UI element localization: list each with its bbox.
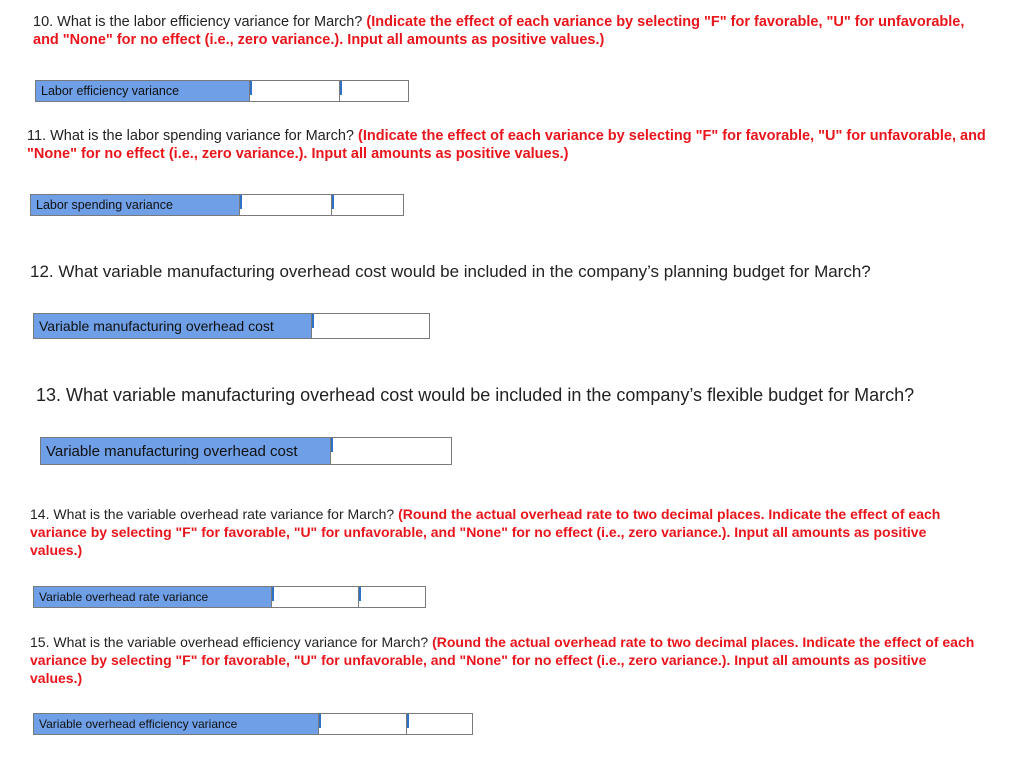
question-15 [30,633,980,687]
answer-row-10 [35,80,409,102]
question-10 [33,13,983,49]
flag-icon [407,714,409,728]
answer-label-13: Variable manufacturing overhead cost [41,438,331,464]
question-14-text: 14. What is the variable overhead rate variance for March? [30,506,395,522]
amount-cell-14[interactable] [272,587,359,607]
answer-row-14 [33,586,426,608]
question-12-text: 12. What variable manufacturing overhead cost would be included in the company’s planning budget for March? [30,262,871,281]
answer-label-10: Labor efficiency variance [36,81,250,101]
answer-row-15 [33,713,473,735]
amount-input-14[interactable] [272,587,357,607]
question-13-text: 13. What variable manufacturing overhead cost would be included in the company’s flexible budget for March? [36,385,915,405]
flag-icon [332,195,334,209]
question-11-instruction: (Indicate the effect of each variance by selecting "F" for favorable, "U" for unfavorable, and "None" for no effect (i.e., zero variance.). Input all amounts as positive values.) [27,128,986,162]
amount-cell-11[interactable] [240,195,332,215]
flag-icon [359,587,361,601]
answer-label-14: Variable overhead rate variance [34,587,272,607]
answer-row-12 [33,313,430,339]
question-11 [27,127,987,163]
question-13 [36,384,1016,406]
effect-select-10[interactable] [340,81,408,101]
answer-label-15: Variable overhead efficiency variance [34,714,319,734]
question-12 [30,262,1000,282]
effect-select-11[interactable] [332,195,403,215]
amount-cell-13[interactable] [331,438,451,464]
amount-cell-12[interactable] [312,314,429,338]
amount-input-13[interactable] [331,438,449,464]
amount-cell-15[interactable] [319,714,407,734]
question-10-instruction: (Indicate the effect of each variance by selecting "F" for favorable, "U" for unfavorable, and "None" for no effect (i.e., zero variance.). Input all amounts as positive values.) [33,14,965,48]
answer-row-13 [40,437,452,465]
question-11-text: 11. What is the labor spending variance for March? [27,128,354,144]
effect-select-14[interactable] [359,587,425,607]
answer-label-11: Labor spending variance [31,195,240,215]
answer-label-12: Variable manufacturing overhead cost [34,314,312,338]
effect-select-15[interactable] [407,714,472,734]
amount-input-15[interactable] [319,714,405,734]
question-14 [30,505,980,559]
question-15-text: 15. What is the variable overhead efficiency variance for March? [30,634,429,650]
amount-input-10[interactable] [250,81,338,101]
amount-input-12[interactable] [312,314,427,338]
question-10-text: 10. What is the labor efficiency variance for March? [33,14,363,30]
answer-row-11 [30,194,404,216]
amount-cell-10[interactable] [250,81,340,101]
question-15-instruction: (Round the actual overhead rate to two decimal places. Indicate the effect of each variance by selecting "F" for favorable, "U" for unfavorable, and "None" for no effect (i.e., zero variance.). Input all amounts as positive values.) [30,634,975,686]
question-14-instruction: (Round the actual overhead rate to two decimal places. Indicate the effect of each variance by selecting "F" for favorable, "U" for unfavorable, and "None" for no effect (i.e., zero variance.). Input all amounts as positive values.) [30,506,941,558]
flag-icon [340,81,342,95]
amount-input-11[interactable] [240,195,330,215]
